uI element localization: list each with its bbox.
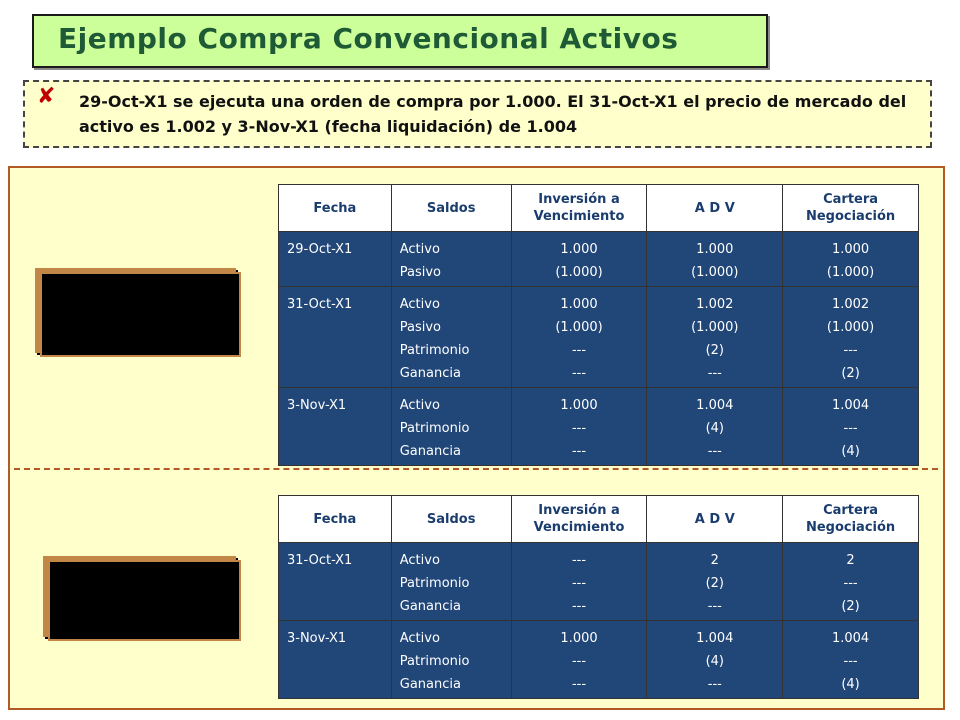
cell-line: (2) — [841, 599, 860, 614]
header-cartera: Cartera Negociación — [783, 496, 919, 543]
header-inversion: Inversión a Vencimiento — [511, 185, 647, 232]
header-saldos: Saldos — [391, 496, 511, 543]
cell-line: Ganancia — [399, 366, 461, 381]
header-adv: A D V — [647, 185, 783, 232]
redacted-label-box-1 — [40, 272, 241, 357]
note-part: 1.002 — [165, 117, 216, 136]
cell-line: Activo — [399, 297, 440, 312]
cell-line: --- — [707, 366, 722, 381]
cell-line: Patrimonio — [399, 576, 470, 591]
cell-line: Activo — [399, 398, 440, 413]
cell-line: --- — [843, 654, 858, 669]
cell-line: --- — [571, 576, 587, 591]
cell-line: 1.004 — [696, 631, 734, 646]
header-fecha: Fecha — [279, 496, 392, 543]
note-text — [79, 89, 919, 139]
note-part: 1.004 — [526, 117, 578, 136]
cell-cartera — [783, 621, 919, 699]
cell-line: --- — [707, 444, 722, 459]
cell-line: --- — [571, 421, 587, 436]
note-part: se ejecuta una orden de compra por — [167, 92, 505, 111]
cell-line: --- — [843, 421, 858, 436]
note-part: . El — [555, 92, 590, 111]
cell-line: Pasivo — [399, 320, 441, 335]
note-part: 3-Nov-X1 — [237, 117, 319, 136]
note-part: el precio de mercado del activo es — [79, 92, 907, 136]
header-saldos: Saldos — [391, 185, 511, 232]
cell-line: 1.000 — [560, 297, 598, 312]
cell-line: (1.000) — [826, 320, 875, 335]
cell-line: Patrimonio — [399, 654, 470, 669]
cell-line: 2 — [710, 553, 719, 568]
cell-line: --- — [843, 343, 858, 358]
cell-line: --- — [571, 677, 587, 692]
cell-inversion — [511, 621, 647, 699]
cell-line: 1.004 — [831, 398, 870, 413]
cell-line: --- — [571, 343, 587, 358]
cell-line: 1.004 — [831, 631, 870, 646]
page-title: Ejemplo Compra Convencional Activos — [58, 22, 679, 55]
cell-fecha: 3-Nov-X1 — [279, 621, 392, 699]
cell-adv — [647, 388, 783, 466]
cell-saldos — [391, 232, 511, 287]
cell-inversion — [511, 232, 647, 287]
cell-line: --- — [571, 553, 587, 568]
cell-line: Ganancia — [399, 677, 461, 692]
cell-line: (1.000) — [555, 265, 603, 280]
cell-line: --- — [571, 654, 587, 669]
table-row — [279, 232, 919, 287]
cell-line: --- — [843, 576, 858, 591]
cell-line: (4) — [705, 654, 724, 669]
cell-line: Patrimonio — [399, 343, 470, 358]
cell-adv — [647, 543, 783, 621]
cell-inversion — [511, 287, 647, 388]
cell-fecha: 29-Oct-X1 — [279, 232, 392, 287]
cell-cartera — [783, 287, 919, 388]
cell-line: --- — [707, 599, 722, 614]
note-part: 31-Oct-X1 — [589, 92, 678, 111]
cell-line: --- — [707, 677, 722, 692]
cell-cartera — [783, 543, 919, 621]
cell-line: Patrimonio — [399, 421, 470, 436]
cell-line: (1.000) — [691, 320, 739, 335]
cell-saldos — [391, 621, 511, 699]
cell-line: 2 — [846, 553, 855, 568]
table-row — [279, 543, 919, 621]
header-cartera: Cartera Negociación — [783, 185, 919, 232]
cell-line: --- — [571, 599, 587, 614]
cell-line: 1.004 — [696, 398, 734, 413]
cell-adv — [647, 232, 783, 287]
cell-inversion — [511, 388, 647, 466]
title-banner — [32, 14, 768, 68]
cell-cartera — [783, 388, 919, 466]
note-part: y — [215, 117, 238, 136]
cell-saldos — [391, 287, 511, 388]
cell-saldos — [391, 543, 511, 621]
table-row — [279, 287, 919, 388]
table-row — [279, 388, 919, 466]
cell-line: 1.002 — [831, 297, 870, 312]
header-adv: A D V — [647, 496, 783, 543]
note-box — [23, 80, 932, 148]
cell-inversion — [511, 543, 647, 621]
cell-line: (2) — [841, 366, 860, 381]
cell-line: 1.000 — [560, 631, 598, 646]
cell-fecha: 31-Oct-X1 — [279, 543, 392, 621]
cell-line: 1.000 — [831, 242, 870, 257]
header-fecha: Fecha — [279, 185, 392, 232]
cell-line: 1.000 — [696, 242, 734, 257]
note-part: 29-Oct-X1 — [79, 92, 168, 111]
note-part: (fecha liquidación) de — [318, 117, 527, 136]
cell-line: 1.000 — [560, 242, 598, 257]
cell-line: (1.000) — [691, 265, 739, 280]
cell-line: (1.000) — [555, 320, 603, 335]
cell-line: Pasivo — [399, 265, 441, 280]
cell-line: 1.000 — [560, 398, 598, 413]
cell-line: Activo — [399, 242, 440, 257]
header-inversion: Inversión a Vencimiento — [511, 496, 647, 543]
cell-line: Ganancia — [399, 599, 461, 614]
cell-adv — [647, 621, 783, 699]
cell-fecha: 31-Oct-X1 — [279, 287, 392, 388]
cell-line: --- — [571, 366, 587, 381]
cell-line: --- — [571, 444, 587, 459]
cell-saldos — [391, 388, 511, 466]
x-mark-icon: ✘ — [37, 84, 56, 109]
balances-table-2 — [278, 495, 919, 699]
dashed-divider — [14, 468, 938, 470]
cell-line: (4) — [841, 677, 860, 692]
cell-line: 1.002 — [696, 297, 734, 312]
cell-fecha: 3-Nov-X1 — [279, 388, 392, 466]
cell-line: (2) — [705, 576, 724, 591]
redacted-label-box-2 — [48, 560, 241, 641]
cell-adv — [647, 287, 783, 388]
cell-line: Ganancia — [399, 444, 461, 459]
cell-line: Activo — [399, 553, 440, 568]
cell-line: (1.000) — [826, 265, 875, 280]
cell-line: (4) — [705, 421, 724, 436]
note-part: 1.000 — [504, 92, 556, 111]
cell-line: (2) — [705, 343, 724, 358]
cell-line: (4) — [841, 444, 860, 459]
balances-table-1 — [278, 184, 919, 466]
cell-cartera — [783, 232, 919, 287]
cell-line: Activo — [399, 631, 440, 646]
table-row — [279, 621, 919, 699]
